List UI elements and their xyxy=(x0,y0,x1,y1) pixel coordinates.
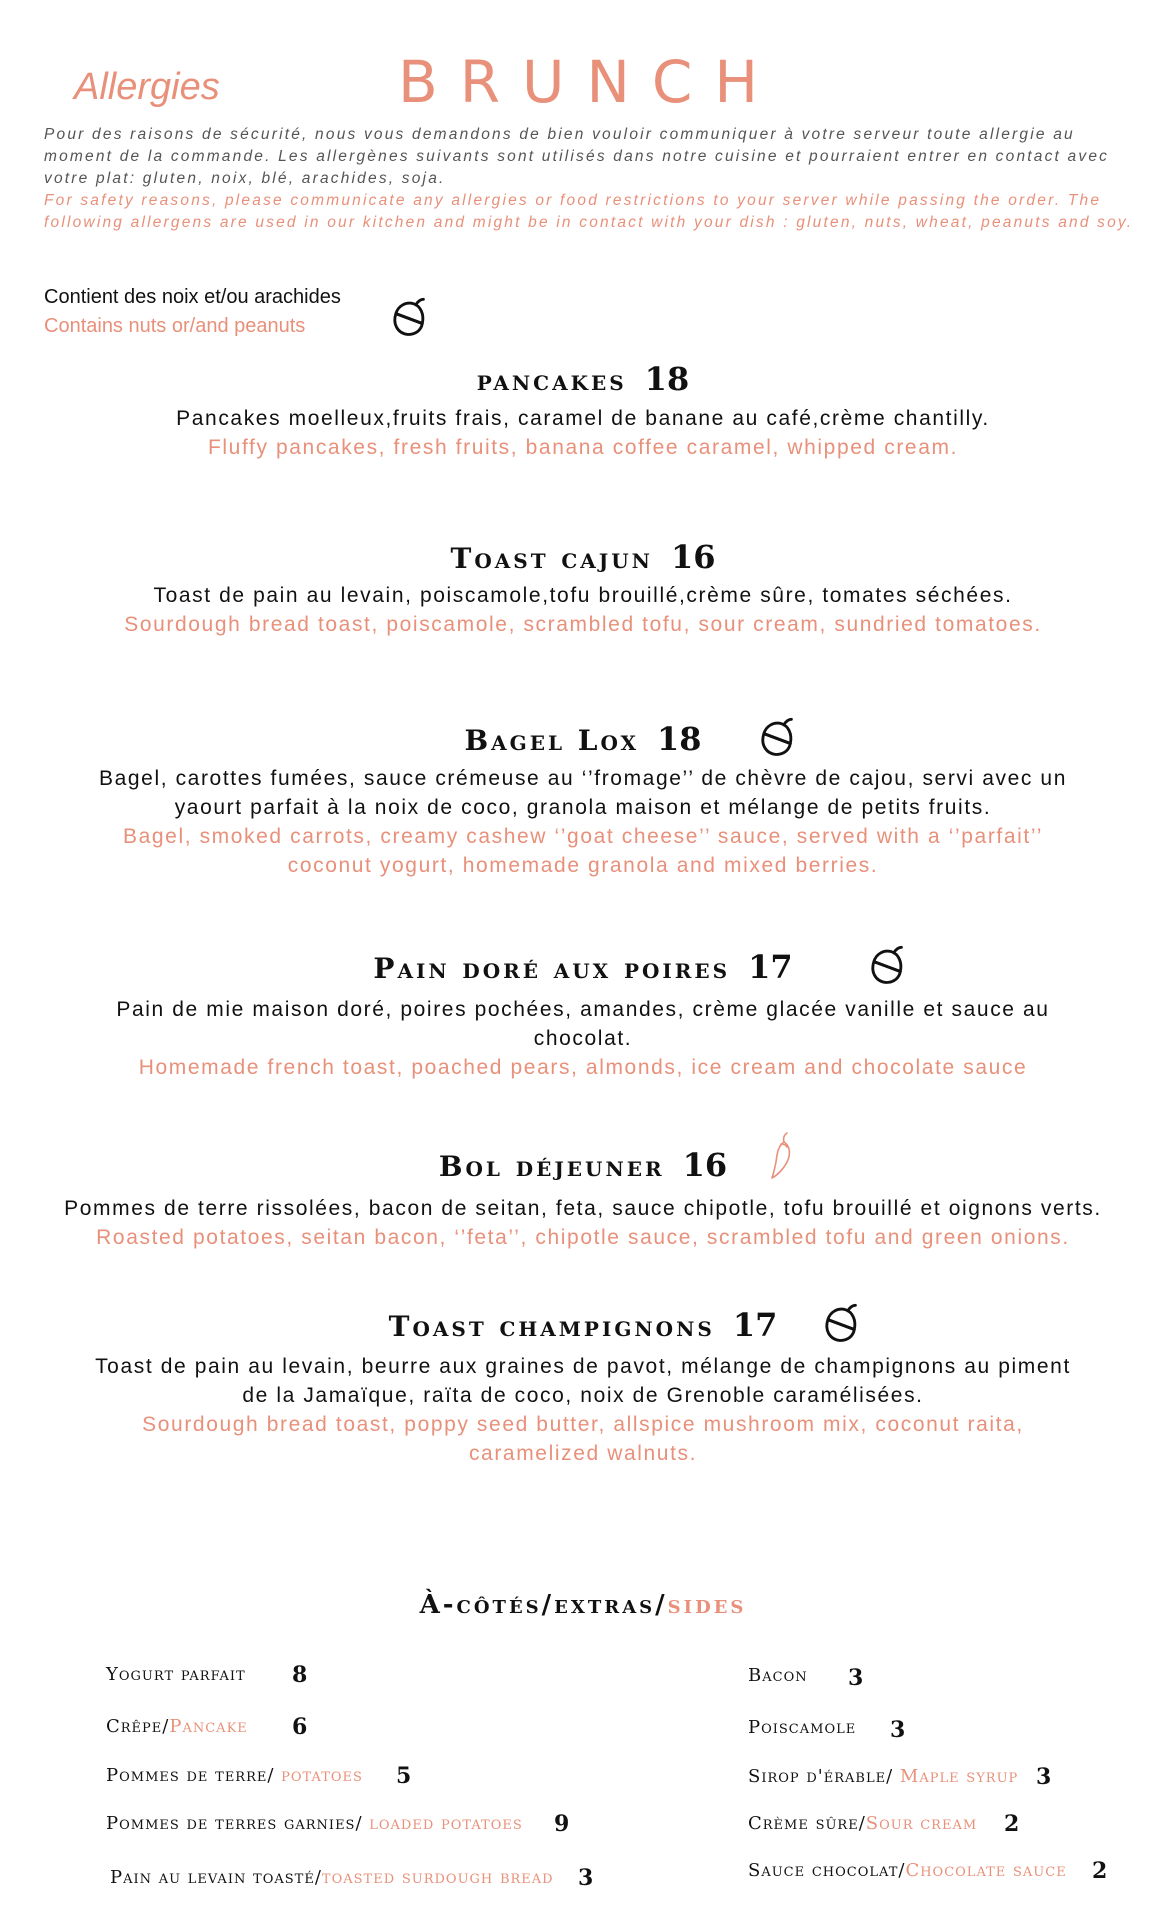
menu-item-description-fr: Pommes de terre rissolées, bacon de seitan, feta, sauce chipotle, tofu brouillé et oignons verts. xyxy=(64,1197,1102,1220)
side-item xyxy=(106,1664,246,1685)
menu-item-description-fr: Bagel, carottes fumées, sauce crémeuse au ‘’fromage’’ de chèvre de cajou, servi avec un yaourt parfait à la noix de coco, granola maison et mélange de petits fruits. xyxy=(99,767,1067,819)
menu-item-description-en: Bagel, smoked carrots, creamy cashew ‘’goat cheese’’ sauce, served with a ‘’parfait’’ coconut yogurt, homemade granola and mixed berries. xyxy=(123,825,1043,877)
side-item xyxy=(106,1813,523,1834)
side-item-price: 6 xyxy=(292,1714,308,1740)
side-item xyxy=(748,1665,808,1686)
side-item-en: Pancake xyxy=(169,1716,248,1737)
side-item xyxy=(748,1717,856,1738)
side-item-fr: Crème sûre/ xyxy=(748,1813,866,1834)
menu-item-title xyxy=(0,360,1166,398)
page-title: BRUNCH xyxy=(397,48,781,116)
allergies-title: Allergies xyxy=(74,66,220,108)
side-item-fr: Yogurt parfait xyxy=(106,1664,246,1685)
side-item-fr: Bacon xyxy=(748,1665,808,1686)
side-item xyxy=(748,1860,1067,1881)
menu-item-price: 17 xyxy=(748,948,793,986)
side-item xyxy=(106,1716,248,1737)
side-item-price: 3 xyxy=(848,1665,864,1691)
acorn-icon xyxy=(864,944,908,988)
side-item-fr: Pommes de terre/ xyxy=(106,1765,282,1786)
menu-item-description-fr: Toast de pain au levain, poiscamole,tofu brouillé,crème sûre, tomates séchées. xyxy=(153,584,1013,607)
acorn-icon xyxy=(754,716,798,760)
menu-item-price: 18 xyxy=(644,360,690,398)
side-item-en: loaded potatoes xyxy=(369,1813,523,1834)
menu-item-description-en: Sourdough bread toast, poppy seed butter, allspice mushroom mix, coconut raita, caramelized walnuts. xyxy=(142,1413,1024,1465)
menu-item-description-en: Roasted potatoes, seitan bacon, ‘’feta’’, chipotle sauce, scrambled tofu and green onions. xyxy=(96,1226,1070,1249)
menu-item-name: Toast cajun xyxy=(450,542,653,575)
side-item-en: Maple syrup xyxy=(899,1766,1019,1787)
side-item-en: toasted surdough bread xyxy=(321,1867,554,1888)
menu-item-description-en: Sourdough bread toast, poiscamole, scrambled tofu, sour cream, sundried tomatoes. xyxy=(124,613,1042,636)
menu-item-name: Pain doré aux poires xyxy=(373,952,731,985)
side-item-fr: Sauce chocolat/ xyxy=(748,1860,906,1881)
side-item-price: 8 xyxy=(292,1662,308,1688)
side-item xyxy=(106,1765,363,1786)
menu-item-price: 18 xyxy=(657,720,702,758)
chili-pepper-icon xyxy=(766,1132,796,1182)
side-item-price: 2 xyxy=(1092,1858,1108,1884)
side-item-fr: Crêpe/ xyxy=(106,1716,170,1737)
side-item-fr: Sirop d'érable/ xyxy=(748,1766,900,1787)
legend-nuts-fr: Contient des noix et/ou arachides xyxy=(44,286,341,308)
menu-item-name: pancakes xyxy=(476,364,627,397)
menu-item-name: Bagel Lox xyxy=(464,724,640,757)
side-item-en: Chocolate sauce xyxy=(905,1860,1067,1881)
menu-item-description-en: Fluffy pancakes, fresh fruits, banana coffee caramel, whipped cream. xyxy=(207,436,959,459)
side-item-price: 3 xyxy=(1036,1764,1052,1790)
side-item-price: 2 xyxy=(1004,1811,1020,1837)
menu-item-description-fr: Pancakes moelleux,fruits frais, caramel de banane au café,crème chantilly. xyxy=(176,407,990,430)
menu-item-name: Bol déjeuner xyxy=(438,1150,665,1183)
allergy-notice-en: For safety reasons, please communicate any allergies or food restrictions to your server while passing the order. The following allergens are used in our kitchen and might be in contact with your dish : gluten, nuts, wheat, peanuts and soy. xyxy=(44,192,1134,231)
legend-nuts-en: Contains nuts or/and peanuts xyxy=(44,315,306,337)
side-item-price: 3 xyxy=(890,1717,906,1743)
side-item-price: 9 xyxy=(554,1811,570,1837)
side-item-price: 5 xyxy=(396,1763,412,1789)
menu-item-title xyxy=(0,1146,1166,1184)
side-item-fr: Pommes de terres garnies/ xyxy=(106,1813,370,1834)
side-item-fr: Pain au levain toasté/ xyxy=(110,1867,322,1888)
side-item-en: Sour cream xyxy=(865,1813,978,1834)
menu-item-price: 17 xyxy=(732,1306,778,1344)
side-item-price: 3 xyxy=(578,1865,594,1891)
menu-item-title xyxy=(0,538,1166,576)
menu-item-description-fr: Toast de pain au levain, beurre aux graines de pavot, mélange de champignons au piment de la Jamaïque, raïta de coco, noix de Grenoble caramélisées. xyxy=(95,1355,1071,1407)
acorn-icon xyxy=(818,1302,862,1346)
side-item-en: potatoes xyxy=(281,1765,363,1786)
side-item-fr: Poiscamole xyxy=(748,1717,857,1738)
menu-item-title xyxy=(0,948,1166,986)
menu-item-title xyxy=(0,720,1166,758)
menu-item-title xyxy=(0,1306,1166,1344)
menu-item-price: 16 xyxy=(670,538,716,576)
acorn-icon xyxy=(386,296,430,340)
menu-item-description-fr: Pain de mie maison doré, poires pochées, amandes, crème glacée vanille et sauce au chocolat. xyxy=(116,998,1050,1050)
sides-heading-en: sides xyxy=(667,1590,747,1620)
menu-item-price: 16 xyxy=(682,1146,728,1184)
side-item xyxy=(748,1766,1018,1787)
sides-heading xyxy=(0,1590,1166,1620)
menu-item-description-en: Homemade french toast, poached pears, almonds, ice cream and chocolate sauce xyxy=(138,1056,1028,1079)
menu-item-name: Toast champignons xyxy=(388,1310,715,1343)
sides-heading-fr: À-côtés/extras/ xyxy=(419,1590,668,1620)
side-item xyxy=(110,1867,554,1888)
allergy-notice-fr: Pour des raisons de sécurité, nous vous demandons de bien vouloir communiquer à votre serveur toute allergie au moment de la commande. Les allergènes suivants sont utilisés dans notre cuisine et pourraient entrer en contact avec votre plat: gluten, noix, blé, arachides, soja. xyxy=(44,126,1110,187)
side-item xyxy=(748,1813,977,1834)
